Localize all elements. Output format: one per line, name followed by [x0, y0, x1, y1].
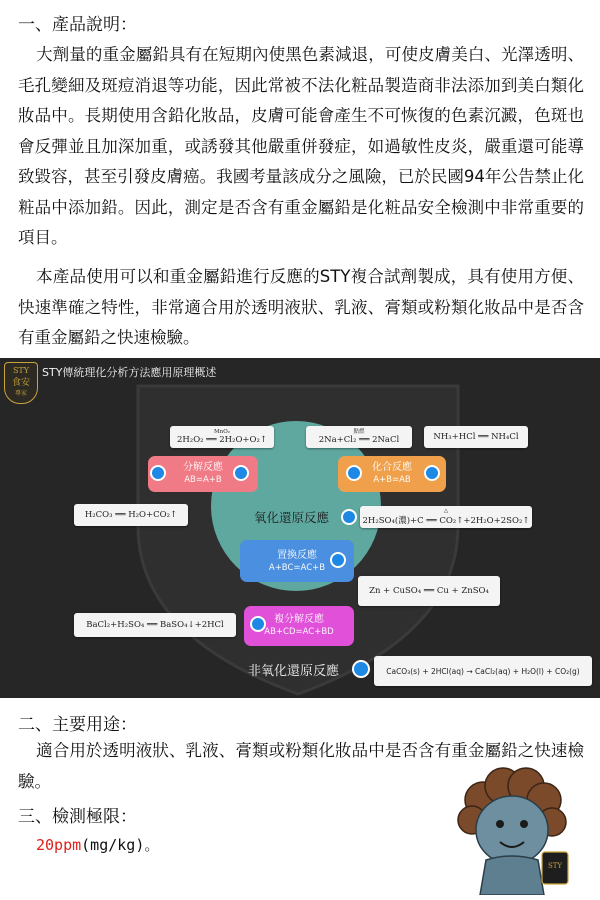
- equation-h2o2-catalyst: MnO₂: [214, 429, 230, 435]
- equation-nacl-catalyst: 點燃: [353, 429, 365, 435]
- combination-formula: A+B=AB: [373, 475, 411, 485]
- redox-label: 氧化還原反應: [254, 510, 330, 525]
- badge-text-bot: 專家: [14, 390, 27, 397]
- description-paragraph-2: [18, 262, 584, 354]
- non-redox-label: 非氧化還原反應: [248, 664, 340, 679]
- equation-h2so4-text: 2H₂SO₄(濃)+C ══ CO₂↑+2H₂O+2SO₂↑: [362, 516, 530, 526]
- redox-dot: [341, 509, 357, 525]
- displacement-dot: [330, 552, 346, 568]
- equation-caco3: [374, 656, 592, 686]
- equation-h2co3: [74, 504, 188, 526]
- equation-bacl2: [74, 613, 236, 637]
- equation-h2o2: [170, 426, 274, 448]
- equation-bacl2-text: BaCl₂+H₂SO₄ ══ BaSO₄↓+2HCl: [86, 620, 224, 630]
- equation-h2co3-text: H₂CO₃ ══ H₂O+CO₂↑: [84, 510, 178, 520]
- decomposition-dot-2: [233, 465, 249, 481]
- badge-text-top: STY: [12, 366, 30, 375]
- description-paragraph-1: [18, 40, 584, 254]
- reaction-principle-diagram: [0, 358, 600, 698]
- displacement-label: 置換反應: [277, 550, 317, 561]
- description-text-2: 本產品使用可以和重金屬鉛進行反應的STY複合試劑製成，具有使用方便、快速準確之特性，非常適合用於透明液狀、乳液、膏類或粉類化妝品中是否含有重金屬鉛之快速檢驗。: [18, 267, 584, 347]
- combination-dot: [346, 465, 362, 481]
- equation-nh4cl: [424, 426, 528, 448]
- double-decomposition-dot: [250, 616, 266, 632]
- equation-caco3-text: CaCO₃(s) + 2HCl(aq) → CaCl₂(aq) + H₂O(l) + CO₂(g): [386, 666, 580, 676]
- section-title-usage: 二、主要用途：: [18, 715, 137, 735]
- detection-limit-unit: (mg/kg)。: [81, 836, 160, 854]
- section-title-limit: 三、檢測極限：: [18, 807, 137, 827]
- combination-dot-2: [424, 465, 440, 481]
- usage-text: 適合用於透明液狀、乳液、膏類或粉類化妝品中是否含有重金屬鉛之快速檢驗。: [18, 741, 584, 791]
- diagram-title: STY傳統理化分析方法應用原理概述: [42, 366, 217, 379]
- combination-label: 化合反應: [372, 462, 412, 473]
- detection-limit-value: 20ppm: [36, 836, 82, 854]
- equation-h2o2-text: 2H₂O₂ ══ 2H₂O+O₂↑: [176, 435, 268, 445]
- double-decomposition-formula: AB+CD=AC+BD: [264, 627, 334, 637]
- badge-text-mid: 食安: [11, 378, 30, 388]
- equation-zn-cuso4: [358, 576, 500, 606]
- displacement-formula: A+BC=AC+B: [268, 563, 326, 573]
- mascot-badge-text: STY: [547, 862, 563, 870]
- equation-zn-cuso4-text: Zn + CuSO₄ ══ Cu + ZnSO₄: [369, 586, 489, 596]
- decomposition-formula: AB=A+B: [184, 475, 222, 485]
- equation-nacl-text: 2Na+Cl₂ ══ 2NaCl: [318, 435, 400, 445]
- decomposition-label: 分解反應: [183, 462, 223, 473]
- equation-nacl: [306, 426, 412, 448]
- section-title-description: 一、產品說明：: [18, 15, 137, 35]
- decomposition-dot: [150, 465, 166, 481]
- description-text-1: 大劑量的重金屬鉛具有在短期內使黑色素減退，可使皮膚美白、光澤透明、毛孔變細及斑痘消退等功能，因此常被不法化粧品製造商非法添加到美白類化妝品中。長期使用含鉛化妝品，皮膚可能會產生不可恢復的色素沉澱，色斑也會反彈並且加深加重，或誘發其他嚴重併發症，如過敏性皮炎，嚴重還可能導致毀容，甚至引發皮膚癌。我國考量該成分之風險，已於民國94年公告禁止化粧品中添加鉛。因此，測定是否含有重金屬鉛是化粧品安全檢測中非常重要的項目。: [18, 45, 584, 247]
- equation-nh4cl-text: NH₃+HCl ══ NH₄Cl: [433, 432, 519, 442]
- non-redox-dot: [352, 660, 370, 678]
- mascot-illustration: [448, 760, 578, 895]
- equation-h2so4-carbon: [360, 506, 532, 528]
- sty-badge-logo: [4, 362, 38, 404]
- equation-h2so4-catalyst: △: [443, 508, 449, 514]
- double-decomposition-label: 複分解反應: [274, 614, 324, 625]
